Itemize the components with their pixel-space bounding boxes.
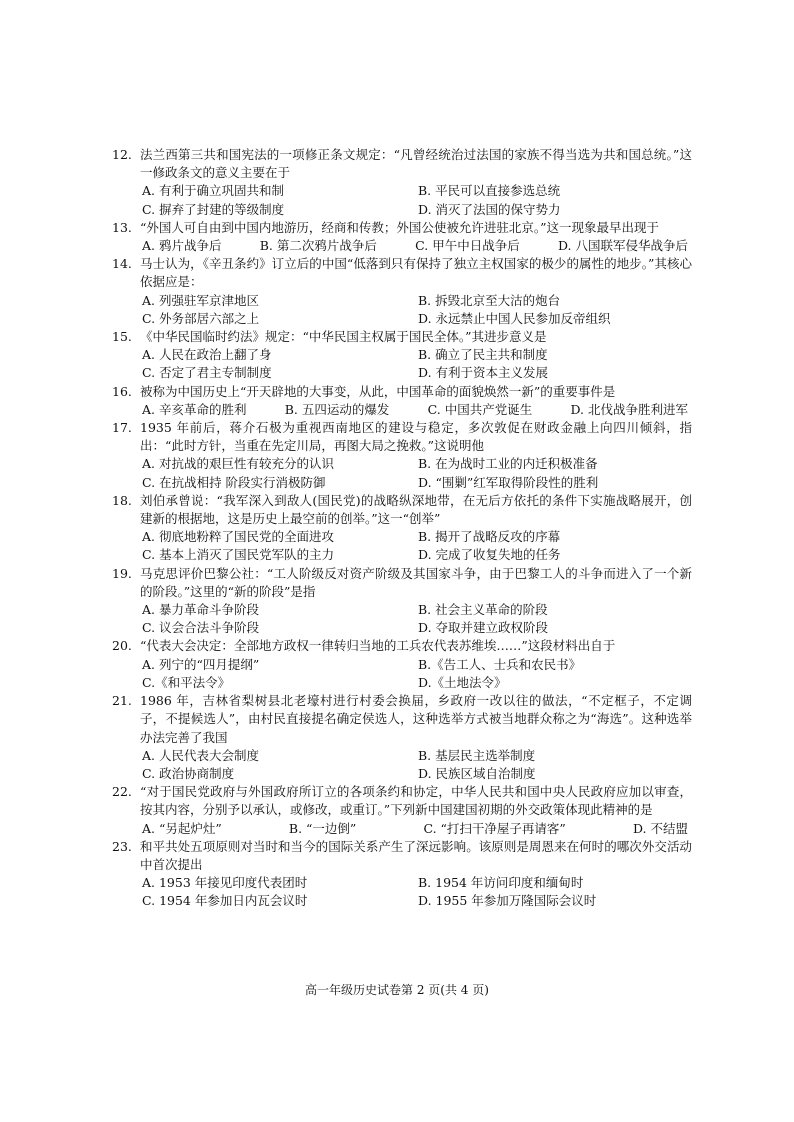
question-number: 23. xyxy=(112,838,132,854)
option-c: C. 在抗战相持 阶段实行消极防御 xyxy=(142,474,326,490)
question-stem: 法兰西第三共和国宪法的一项修正条文规定：“凡曾经统治过法国的家族不得当选为共和国总统。”这一修政条文的意义主要在于 xyxy=(140,147,692,181)
options xyxy=(140,455,692,491)
question-14 xyxy=(112,255,692,328)
option-c: C. 摒弃了封建的等级制度 xyxy=(142,201,285,217)
option-d: D. 消灭了法国的保守势力 xyxy=(418,201,561,217)
option-d: D. 北伐战争胜利进军 xyxy=(570,401,688,417)
question-stem: 和平共处五项原则对当时和当今的国际关系产生了深远影响。该原则是周恩来在何时的哪次外交活动中首次提出 xyxy=(140,838,692,872)
option-b: B. 基层民主选举制度 xyxy=(418,747,536,763)
question-15 xyxy=(112,328,692,383)
options xyxy=(140,747,692,783)
option-d: D. 民族区域自治制度 xyxy=(418,765,536,781)
option-b: B. 拆毁北京至大沽的炮台 xyxy=(418,292,561,308)
question-number: 22. xyxy=(112,784,132,800)
options xyxy=(140,601,692,637)
option-c: C. 否定了君主专制制度 xyxy=(142,365,272,381)
option-a: A. 人民代表大会制度 xyxy=(142,747,259,763)
options xyxy=(140,874,692,910)
page-footer: 高一年级历史试卷第 2 页(共 4 页) xyxy=(305,983,489,997)
option-d: D. 永远禁止中国人民参加反帝组织 xyxy=(418,310,611,326)
option-b: B. “一边倒” xyxy=(288,820,357,836)
question-23 xyxy=(112,838,692,911)
question-number: 14. xyxy=(112,256,132,272)
option-d: D. 八国联军侵华战争后 xyxy=(557,238,688,254)
options xyxy=(140,237,692,255)
options xyxy=(140,528,692,564)
option-d: D. 完成了收复失地的任务 xyxy=(418,547,561,563)
question-16 xyxy=(112,383,692,419)
question-number: 12. xyxy=(112,147,132,162)
option-a: A. 对抗战的艰巨性有较充分的认识 xyxy=(142,456,334,472)
option-a: A. “另起炉灶” xyxy=(142,820,222,836)
options xyxy=(140,656,692,692)
option-d: D.《土地法令》 xyxy=(418,674,507,690)
option-b: B. 五四运动的爆发 xyxy=(284,401,390,417)
question-stem: 刘伯承曾说：“我军深入到敌人(国民党)的战略纵深地带，在无后方依托的条件下实施战略展开，创建新的根据地，这是历史上最空前的创举。”这一“创举” xyxy=(140,492,692,527)
question-stem: 马士认为，《辛丑条约》订立后的中国“低落到只有保持了独立主权国家的极少的属性的地步。”其核心依据应是： xyxy=(140,256,692,290)
question-number: 15. xyxy=(112,329,132,345)
option-d: D. 夺取并建立政权阶段 xyxy=(418,620,549,636)
question-number: 20. xyxy=(112,638,132,654)
option-c: C. 政治协商制度 xyxy=(142,765,235,781)
question-19 xyxy=(112,565,692,638)
option-c: C.《和平法令》 xyxy=(142,674,231,690)
option-c: C. “打扫干净屋子再请客” xyxy=(423,820,566,836)
question-stem: 1986 年，吉林省梨树县北老壕村进行村委会换届，乡政府一改以往的做法，“不定框子，不定调子，不提候选人”，由村民直接提名确定侯选人，这种选举方式被当地群众称之为“海选”。这种选举办法完善了我国 xyxy=(140,693,692,745)
option-a: A. 1953 年接见印度代表团时 xyxy=(142,875,308,891)
options xyxy=(140,346,692,382)
option-a: A. 辛亥革命的胜利 xyxy=(142,401,247,417)
option-a: A. 列宁的“四月提纲” xyxy=(142,656,260,672)
question-number: 19. xyxy=(112,565,132,581)
option-b: B. 平民可以直接参选总统 xyxy=(418,183,561,199)
option-c: C. 甲午中日战争后 xyxy=(415,238,520,254)
question-number: 21. xyxy=(112,693,132,709)
option-d: D. 不结盟 xyxy=(632,820,688,836)
option-c: C. 议会合法斗争阶段 xyxy=(142,620,260,636)
option-d: D. 有利于资本主义发展 xyxy=(418,365,549,381)
question-20 xyxy=(112,637,692,692)
option-a: A. 人民在政治上翻了身 xyxy=(142,347,272,363)
question-18 xyxy=(112,492,692,565)
option-c: C. 中国共产党诞生 xyxy=(427,401,533,417)
option-a: A. 鸦片战争后 xyxy=(142,238,222,254)
options xyxy=(140,820,692,838)
question-22 xyxy=(112,783,692,838)
question-21 xyxy=(112,692,692,783)
option-b: B. 社会主义革命的阶段 xyxy=(418,602,548,618)
option-b: B. 确立了民主共和制度 xyxy=(418,347,548,363)
question-stem: 马克思评价巴黎公社：“工人阶级反对资产阶级及其国家斗争，由于巴黎工人的斗争而进入了一个新的阶段。”这里的“新的阶段”是指 xyxy=(140,565,692,599)
option-a: A. 有利于确立巩固共和制 xyxy=(142,183,284,199)
question-number: 13. xyxy=(112,219,132,235)
option-c: C. 外务部居六部之上 xyxy=(142,310,260,326)
option-c: C. 基本上消灭了国民党军队的主力 xyxy=(142,547,335,563)
option-b: B. 揭开了战略反攻的序幕 xyxy=(418,529,561,545)
option-a: A. 列强驻军京津地区 xyxy=(142,292,259,308)
question-stem: “代表大会决定：全部地方政权一律转归当地的工兵农代表苏维埃……”这段材料出自于 xyxy=(140,638,616,654)
question-stem: “对于国民党政府与外国政府所订立的各项条约和协定，中华人民共和国中央人民政府应加以审查，按其内容，分别予以承认，或修改，或重订。”下列新中国建国初期的外交政策体现此精神的是 xyxy=(140,784,692,818)
option-b: B. 在为战时工业的内迁积极准备 xyxy=(418,456,598,472)
question-number: 18. xyxy=(112,492,132,508)
option-a: A. 暴力革命斗争阶段 xyxy=(142,602,259,618)
question-12 xyxy=(112,146,692,219)
option-b: B.《告工人、士兵和农民书》 xyxy=(418,656,582,672)
options xyxy=(140,401,692,419)
question-stem: 1935 年前后，蒋介石极为重视西南地区的建设与稳定，多次敦促在财政金融上向四川倾斜，指出：“此时方针，当重在先定川局，再图大局之挽救。”这说明他 xyxy=(140,420,692,454)
option-d: D. 1955 年参加万隆国际会议时 xyxy=(418,893,597,909)
question-13 xyxy=(112,219,692,255)
question-list xyxy=(112,146,692,911)
question-number: 17. xyxy=(112,420,132,436)
options xyxy=(140,182,692,218)
question-stem: 被称为中国历史上“开天辟地的大事变，从此，中国革命的面貌焕然一新”的重要事件是 xyxy=(140,383,616,399)
option-c: C. 1954 年参加日内瓦会议时 xyxy=(142,893,308,909)
option-b: B. 第二次鸦片战争后 xyxy=(259,238,377,254)
option-b: B. 1954 年访问印度和缅甸时 xyxy=(418,875,584,891)
question-17 xyxy=(112,419,692,492)
question-stem: “外国人可自由到中国内地游历，经商和传教；外国公使被允许进驻北京。”这一现象最早出现于 xyxy=(140,219,660,235)
option-a: A. 彻底地粉粹了国民党的全面进攻 xyxy=(142,529,334,545)
options xyxy=(140,292,692,328)
option-d: D. “围剿”红军取得阶段性的胜利 xyxy=(418,474,599,490)
question-number: 16. xyxy=(112,383,132,399)
question-stem: 《中华民国临时约法》规定：“中华民国主权属于国民全体。”其进步意义是 xyxy=(140,329,547,345)
